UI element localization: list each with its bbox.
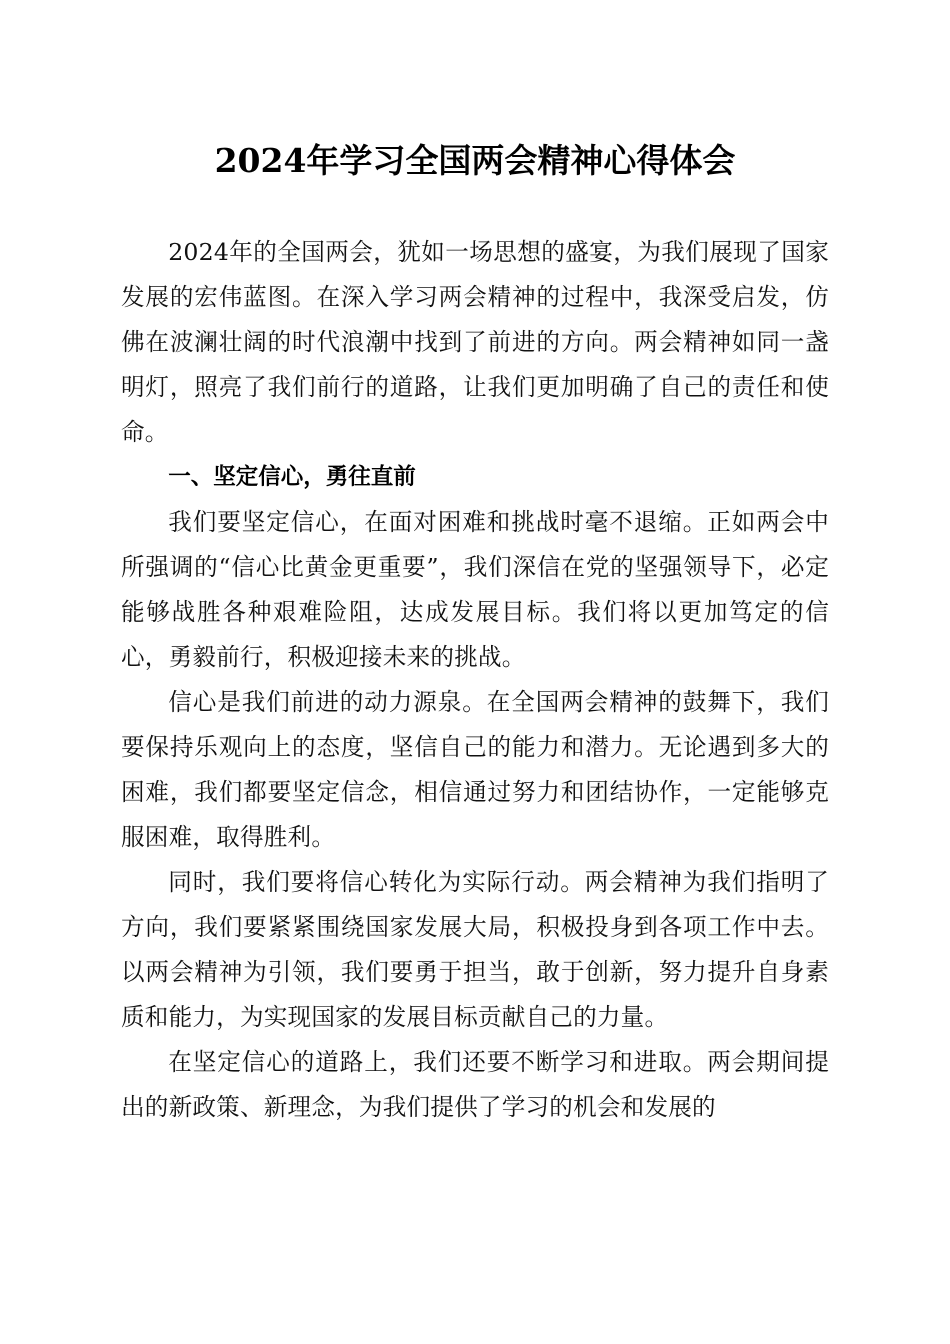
body-paragraph-1: 我们要坚定信心，在面对困难和挑战时毫不退缩。正如两会中所强调的“信心比黄金更重要”，我们深信在党的坚强领导下，必定能够战胜各种艰难险阻，达成发展目标。我们将以更加笃定的信心，勇毅前行，积极迎接未来的挑战。 xyxy=(121,508,829,671)
body-paragraph-4: 在坚定信心的道路上，我们还要不断学习和进取。两会期间提出的新政策、新理念，为我们提供了学习的机会和发展的 xyxy=(121,1048,829,1121)
document-title: 2024年学习全国两会精神心得体会 xyxy=(214,141,736,180)
section-heading: 一、坚定信心，勇往直前 xyxy=(168,464,416,490)
document-body xyxy=(121,230,829,1130)
body-paragraph-2: 信心是我们前进的动力源泉。在全国两会精神的鼓舞下，我们要保持乐观向上的态度，坚信自己的能力和潜力。无论遇到多大的困难，我们都要坚定信念，相信通过努力和团结协作，一定能够克服困难，取得胜利。 xyxy=(121,688,829,851)
intro-paragraph: 2024年的全国两会，犹如一场思想的盛宴，为我们展现了国家发展的宏伟蓝图。在深入学习两会精神的过程中，我深受启发，仿佛在波澜壮阔的时代浪潮中找到了前进的方向。两会精神如同一盏明灯，照亮了我们前行的道路，让我们更加明确了自己的责任和使命。 xyxy=(121,238,829,446)
body-paragraph-3: 同时，我们要将信心转化为实际行动。两会精神为我们指明了方向，我们要紧紧围绕国家发展大局，积极投身到各项工作中去。以两会精神为引领，我们要勇于担当，敢于创新，努力提升自身素质和能力，为实现国家的发展目标贡献自己的力量。 xyxy=(121,868,829,1031)
